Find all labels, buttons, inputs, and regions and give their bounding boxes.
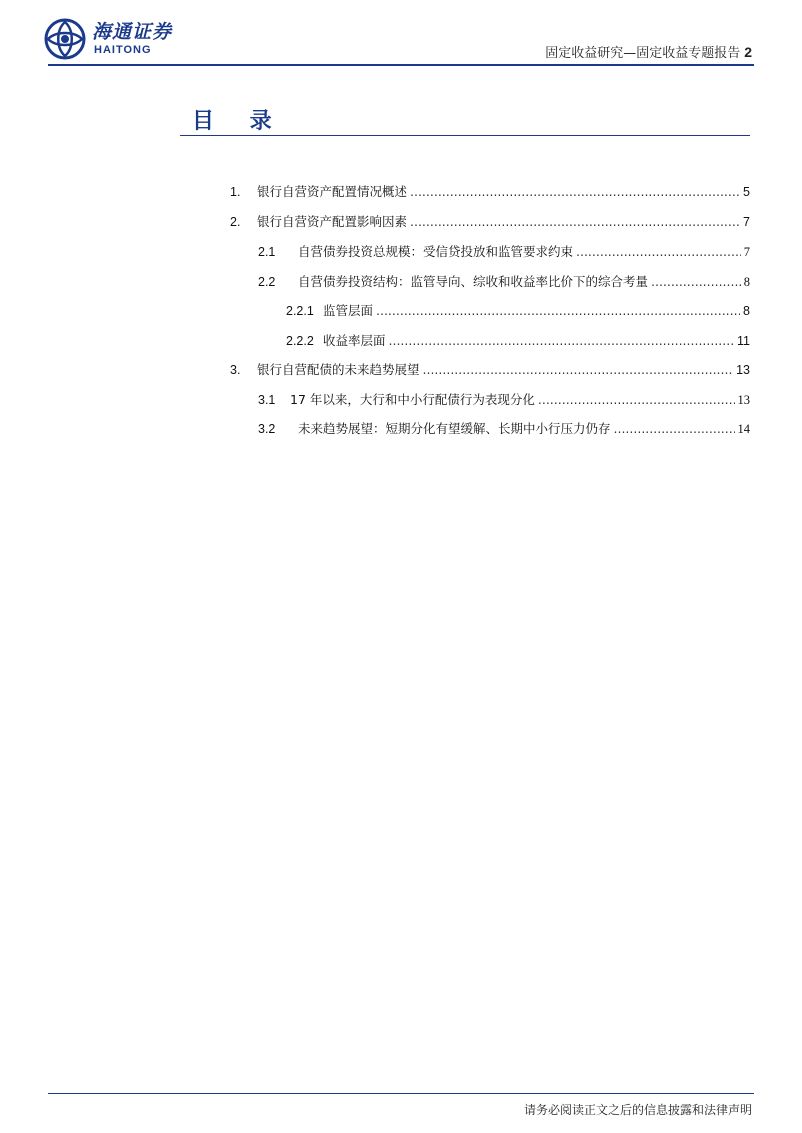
footer-disclaimer: 请务必阅读正文之后的信息披露和法律声明 <box>523 1103 752 1117</box>
toc-entry-number: 3. <box>230 363 241 377</box>
toc-entry-number: 2.1 <box>258 245 276 259</box>
toc-entry-title: 17 年以来，大行和中小行配债行为表现分化 <box>290 392 535 407</box>
toc-entry-title: 银行自营资产配置情况概述 <box>257 184 408 199</box>
company-logo <box>44 18 172 60</box>
toc-entry-number: 3.2 <box>258 422 276 436</box>
toc-entry-2-1[interactable] <box>258 242 750 260</box>
toc-entry-3-1[interactable] <box>258 390 750 408</box>
toc-entry-2-2-2[interactable] <box>286 331 750 349</box>
toc-leader-dots <box>614 421 735 436</box>
toc-leader-dots <box>576 244 741 259</box>
toc-entry-number: 2.2.1 <box>286 304 314 318</box>
toc-leader-dots <box>376 303 740 318</box>
page-number: 2 <box>744 44 752 60</box>
report-header <box>545 42 752 61</box>
toc-entry-page: 5 <box>743 185 750 199</box>
toc-entry-number: 2.2.2 <box>286 334 314 348</box>
toc-entry-3-2[interactable] <box>258 419 750 437</box>
toc-entry-page: 13 <box>736 363 750 377</box>
toc-leader-dots <box>389 333 735 348</box>
toc-entry-number: 2.2 <box>258 275 276 289</box>
toc-entry-page: 7 <box>743 215 750 229</box>
toc-heading: 目 录 <box>192 109 286 134</box>
toc-entry-title: 自营债券投资结构：监管导向、综收和收益率比价下的综合考量 <box>298 274 649 289</box>
toc-entry-number: 3.1 <box>258 393 276 407</box>
toc-entry-2[interactable] <box>230 212 750 230</box>
toc-entry-title: 银行自营配债的未来趋势展望 <box>257 362 420 377</box>
toc-entry-title: 银行自营资产配置影响因素 <box>257 214 408 229</box>
toc-entry-title: 未来趋势展望：短期分化有望缓解、长期中小行压力仍存 <box>298 421 611 436</box>
footer-divider <box>48 1093 754 1094</box>
toc-entry-1[interactable] <box>230 182 750 200</box>
toc-leader-dots <box>423 362 734 377</box>
toc-divider <box>180 135 750 136</box>
toc-entry-page: 11 <box>737 334 750 348</box>
toc-entry-2-2[interactable] <box>258 272 750 290</box>
report-category: 固定收益研究—固定收益专题报告 <box>545 46 741 61</box>
toc-entry-title: 自营债券投资总规模：受信贷投放和监管要求约束 <box>298 244 574 259</box>
haitong-logo-icon <box>44 18 86 60</box>
toc-entry-2-2-1[interactable] <box>286 301 750 319</box>
toc-entry-number: 2. <box>230 215 241 229</box>
logo-chinese-name: 海通证券 <box>92 21 173 43</box>
toc-leader-dots <box>410 184 740 199</box>
toc-entry-page: 8 <box>743 275 750 289</box>
header-divider <box>48 64 754 66</box>
toc-entry-page: 13 <box>737 393 750 407</box>
toc-entry-page: 8 <box>743 304 750 318</box>
logo-english-name: HAITONG <box>94 44 152 56</box>
toc-entry-page: 7 <box>743 245 750 259</box>
toc-entry-title: 收益率层面 <box>323 333 386 348</box>
toc-entry-3[interactable] <box>230 360 750 378</box>
toc-entry-number: 1. <box>230 185 241 199</box>
toc-leader-dots <box>651 274 741 289</box>
toc-leader-dots <box>538 392 735 407</box>
toc-entry-page: 14 <box>737 422 750 436</box>
toc-leader-dots <box>410 214 740 229</box>
toc-entry-title: 监管层面 <box>323 303 374 318</box>
